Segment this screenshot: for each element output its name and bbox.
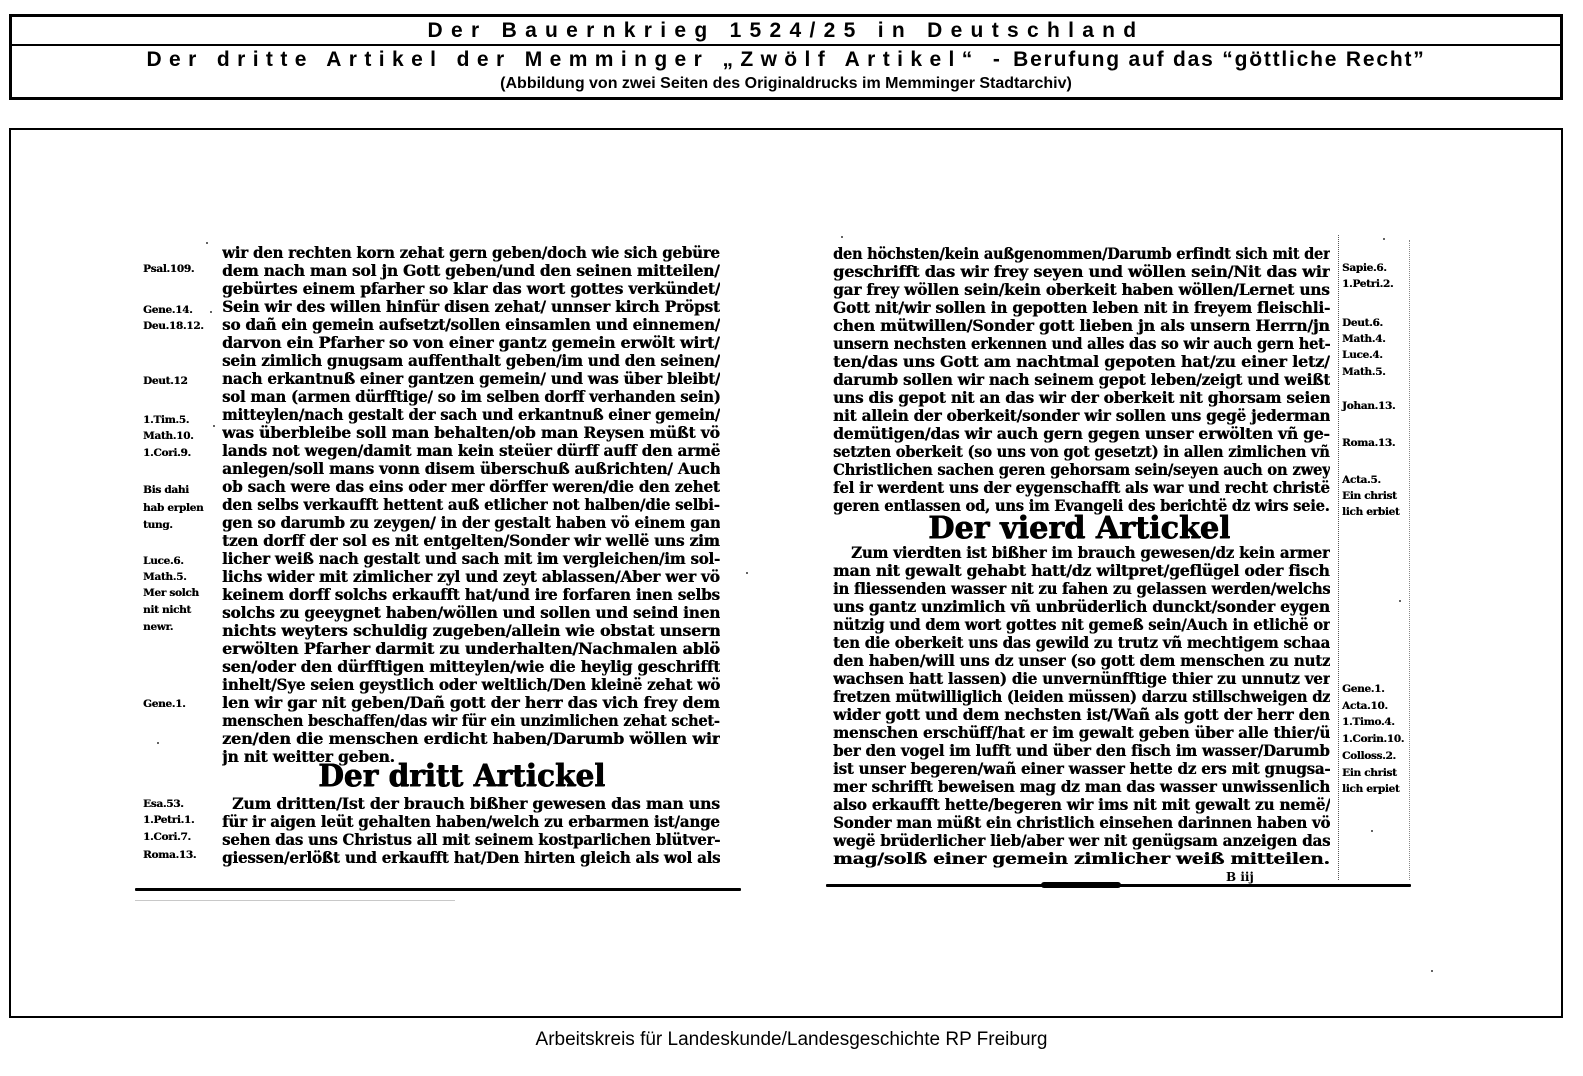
subtitle [12, 47, 1560, 73]
text-line-content: setzten oberkeit (so uns von got gesetzt) in allen zimlichen vñ [833, 443, 1330, 461]
text-line [833, 479, 1330, 497]
margin-note: tung. [143, 519, 173, 531]
article-4-heading [928, 510, 1230, 546]
text-line-content: menschen erschüff/hat er im gewalt geben über alle thier/ü [833, 724, 1330, 742]
text-line-content: ob sach were das eins oder mer dörffer weren/die den zehet [222, 478, 720, 496]
text-line-content: uns dis gepot nit an das wir der oberkeit nit ghorsam seien [833, 389, 1330, 407]
subtitle-spaced: Der dritte Artikel der Memminger „Zwölf Artikel“ - [146, 48, 1008, 71]
text-line-content: erwölten Pfarher darmit zu underhalten/Nachmalen ablö [222, 640, 720, 658]
text-line-content: solchs zu geeygnet haben/wöllen und sollen und seind inen [222, 604, 720, 622]
text-line-content: inhelt/Sye seien geystlich oder weltlich/Den kleinë zehat wö [222, 676, 720, 694]
text-line-content: tzen dorff der sol es nit entgelten/Sonder wir wellë uns zim [222, 532, 720, 550]
right-page [11, 130, 1561, 1016]
margin-note: Psal.109. [143, 263, 195, 275]
article-4-text-block [833, 544, 1330, 868]
text-line [833, 407, 1330, 425]
page-signature: B iij [1226, 870, 1254, 884]
text-line-content: wider gott und dem nechsten ist/Wañ als gott der herr den [833, 706, 1330, 724]
margin-note: Bis dahi [143, 484, 189, 496]
margin-note: Deut.6. [1342, 317, 1383, 329]
text-line [833, 580, 1330, 598]
text-line-content: zen/den die menschen erdicht haben/Darumb wöllen wir [222, 730, 720, 748]
text-line-content: nit allein der oberkeit/sonder wir sollen uns gegë jederman [833, 407, 1330, 425]
text-line-content: ten/das uns Gott am nachtmal gepoten hat/zu einer letz/ [833, 353, 1330, 371]
scan-speck [1383, 238, 1385, 240]
text-line-content: dem nach man sol jn Gott geben/und den seinen mitteilen/ [222, 262, 720, 280]
text-line [833, 832, 1330, 850]
margin-note: Math.10. [143, 430, 194, 442]
margin-note: Johan.13. [1342, 400, 1396, 412]
text-line-content: lichs wider mit zimlicher zyl und zeyt ablassen/Aber wer vö [222, 568, 720, 586]
text-line-content: wir den rechten korn zehat gern geben/doch wie sich gebüre [222, 244, 720, 262]
text-line [833, 544, 1330, 562]
text-line [833, 652, 1330, 670]
margin-note: 1.Tim.5. [143, 414, 190, 426]
scan-speck [1431, 970, 1433, 972]
text-line [833, 850, 1330, 868]
text-line-content: Sein wir des willen hinfür disen zehat/ unnser kirch Pröpst [222, 298, 720, 316]
text-line [833, 461, 1330, 479]
margin-note: hab erplen [143, 502, 204, 514]
text-line-content: Christlichen sachen geren gehorsam sein/seyen auch on zwey [833, 461, 1330, 479]
margin-note: Deu.18.12. [143, 320, 204, 332]
text-line-content: licher weiß nach gestalt und sach mit im vergleichen/im sol- [222, 550, 720, 568]
text-line [833, 598, 1330, 616]
text-line [833, 724, 1330, 742]
subtitle-plain: Berufung auf das “göttliche Recht” [1013, 48, 1426, 71]
text-line-content: in fliessenden wasser nit zu fahen zu gelassen werden/welchs [833, 580, 1330, 598]
text-line [833, 742, 1330, 760]
text-line [833, 281, 1330, 299]
margin-note: Gene.1. [143, 698, 186, 710]
text-line-content: anlegen/soll mans vonn disem überschuß außrichten/ Auch [222, 460, 720, 478]
margin-note: Deut.12 [143, 375, 188, 387]
margin-note: Acta.5. [1342, 474, 1381, 486]
article-heading-text: Der dritt Artickel [318, 758, 605, 794]
text-line-content: nützig und dem wort gottes nit gemeß sein/Auch in etlichë or [833, 616, 1330, 634]
text-line-content: len wir gar nit geben/Dañ gott der herr das vich frey dem [222, 694, 720, 712]
text-line [833, 299, 1330, 317]
text-line-content: jn nit weitter geben. [222, 748, 395, 766]
text-line [833, 688, 1330, 706]
text-line [833, 760, 1330, 778]
text-line-content: Zum dritten/Ist der brauch bißher gewesen das man uns [232, 795, 720, 813]
text-line-content: nach erkantnuß einer gantzen gemein/ und was über bleibt/ [222, 370, 720, 388]
text-line-content: ten die oberkeit uns das gewild zu trutz vñ mechtigem schaa [833, 634, 1330, 652]
text-line-content: giessen/erlößt und erkaufft hat/Den hirten gleich als wol als [222, 849, 720, 867]
text-line-content: gar frey wöllen sein/kein oberkeit haben wöllen/Lernet uns [833, 281, 1330, 299]
article-heading-text: Der vierd Artickel [928, 510, 1230, 546]
text-line-content: uns gantz unzimlich vñ unbrüderlich dunckt/sonder eygen [833, 598, 1330, 616]
text-line-content: mag/solß einer gemein zimlicher weiß mitteilen. [833, 850, 1330, 868]
text-line-content: menschen beschaffen/das wir für ein unzimlichen zehat schet- [222, 712, 720, 730]
text-line-content: was überbleibe soll man behalten/ob man Reysen müßt vö [222, 424, 720, 442]
margin-note: Gene.1. [1342, 683, 1385, 695]
text-line-content: wegë brüderlicher lieb/aber wer nit genügsam anzeigen das [833, 832, 1330, 850]
text-line-content: wachsen hatt lassen) die unvernünfftige thier zu unnutz ver [833, 670, 1330, 688]
text-line-content: für ir aigen leüt gehalten haben/welch zu erbarmen ist/ange [222, 813, 720, 831]
text-line-content: also erkaufft hette/begeren wir ims nit mit gewalt zu nemë/ [833, 796, 1330, 814]
text-line-content: den haben/will uns dz unser (so gott dem menschen zu nutz [833, 652, 1330, 670]
margin-note: Gene.14. [143, 304, 193, 316]
text-line-content: darvon ein Pfarher so von einer gantz gemein erwölt wirt/ [222, 334, 720, 352]
text-line-content: den selbs verkaufft hettent auß etlicher not halben/die selbi- [222, 496, 720, 514]
margin-note: lich erpiet [1342, 783, 1400, 795]
margin-note: 1.Cori.9. [143, 447, 191, 459]
text-line-content: geschrifft das wir frey seyen und wöllen sein/Nit das wir [833, 263, 1330, 281]
article-3-continued-text-block [833, 245, 1330, 515]
margin-note: Acta.10. [1342, 700, 1388, 712]
margin-note: Luce.4. [1342, 349, 1383, 361]
text-line-content: sen/oder den dürfftigen mitteylen/wie die heylig geschrifft [222, 658, 720, 676]
text-line [833, 706, 1330, 724]
margin-note: Ein christ [1342, 490, 1397, 502]
document-scan [9, 128, 1563, 1018]
text-line [833, 443, 1330, 461]
text-line-content: demütigen/das wir auch gern gegen unser erwölten vñ ge- [833, 425, 1330, 443]
margin-note: Sapie.6. [1342, 262, 1387, 274]
margin-note: 1.Timo.4. [1342, 716, 1395, 728]
text-line-content: keinem dorff solchs erkaufft hat/und ire forfaren inen selbs [222, 586, 720, 604]
margin-note: Math.5. [143, 571, 187, 583]
text-line-content: Zum vierdten ist bißher im brauch gewesen/dz kein armer [851, 544, 1330, 562]
text-line-content: geren entlassen od, uns im Evangeli des berichtë dz wirs seie. [833, 497, 1330, 515]
text-line-content: unsern nechsten erkennen und alles das so wir auch gern het- [833, 335, 1330, 353]
text-line-content: darumb sollen wir nach seinem gepot leben/zeigt und weißt [833, 371, 1330, 389]
margin-note: Roma.13. [143, 849, 197, 861]
text-line [833, 353, 1330, 371]
text-line-content: ber den vogel im lufft und über den fisch im wasser/Darumb [833, 742, 1330, 760]
text-line-content: lands not wegen/damit man kein steüer dürff auff den armë [222, 442, 720, 460]
text-line [833, 425, 1330, 443]
margin-note: 1.Corin.10. [1342, 733, 1405, 745]
scan-speck [1371, 830, 1373, 832]
text-line [833, 634, 1330, 652]
text-line [833, 814, 1330, 832]
margin-note: Roma.13. [1342, 437, 1396, 449]
margin-note: newr. [143, 621, 174, 633]
text-line-content: Sonder man müßt ein christlich einsehen darinnen haben vö [833, 814, 1330, 832]
text-line-content: man nit gewalt gehabt hatt/dz wiltpret/geflügel oder fisch [833, 562, 1330, 580]
margin-note: Math.4. [1342, 333, 1386, 345]
margin-note: Mer solch [143, 587, 199, 599]
text-line [833, 371, 1330, 389]
text-line [833, 778, 1330, 796]
text-line-content: gebürtes einem pfarher so klar das wort gottes verkündet/ [222, 280, 720, 298]
text-line-content: mitteylen/nach gestalt der sach und erkantnuß einer gemein/ [222, 406, 720, 424]
scan-speck [841, 236, 843, 238]
text-line-content: sol man (armen dürfftige/ so im selben dorff verhanden sein) [222, 388, 720, 406]
text-line [833, 562, 1330, 580]
text-line [833, 389, 1330, 407]
text-line-content: chen mütwillen/Sonder gott lieben jn als unsern Herrn/jn [833, 317, 1330, 335]
text-line-content: sehen das uns Christus all mit seinem kostparlichen blütver- [222, 831, 720, 849]
text-line-content: sein zimlich gnugsam auffenthalt geben/im und den seinen/ [222, 352, 720, 370]
text-line [833, 317, 1330, 335]
text-line-content: Gott nit/wir sollen in gepotten leben nit in freyem fleischli- [833, 299, 1330, 317]
margin-note: Esa.53. [143, 798, 184, 810]
main-title: Der Bauernkrieg 1524/25 in Deutschland [12, 17, 1560, 46]
text-line-content: den höchsten/kein außgenommen/Darumb erfindt sich mit der [833, 245, 1330, 263]
text-line [833, 796, 1330, 814]
text-line [833, 335, 1330, 353]
margin-note: Luce.6. [143, 555, 184, 567]
footer-credit: Arbeitskreis für Landeskunde/Landesgeschichte RP Freiburg [535, 1029, 1048, 1050]
text-line [833, 245, 1330, 263]
scan-speck [1399, 600, 1401, 602]
scan-noise-line [1338, 235, 1339, 880]
title-box [9, 14, 1563, 100]
margin-note: 1.Petri.1. [143, 814, 195, 826]
text-line-content: fel ir werdent uns der eygenschafft als war und recht christë [833, 479, 1330, 497]
text-line-content: mer schrifft beweisen mag dz man das wasser unwissenlich [833, 778, 1330, 796]
margin-note: Math.5. [1342, 366, 1386, 378]
margin-note: 1.Cori.7. [143, 831, 191, 843]
image-caption: (Abbildung von zwei Seiten des Originaldrucks im Memminger Stadtarchiv) [500, 75, 1072, 92]
margin-note: Ein christ [1342, 767, 1397, 779]
text-line-content: ist unser begeren/wañ einer wasser hette dz ers mit gnugsa- [833, 760, 1330, 778]
text-line [833, 263, 1330, 281]
margin-note: nit nicht [143, 604, 191, 616]
margin-note: lich erbiet [1342, 506, 1400, 518]
text-line-content: so dañ ein gemein aufsetzt/sollen einsamlen und einnemen/ [222, 316, 720, 334]
text-line [833, 616, 1330, 634]
scan-noise-line [1409, 240, 1410, 880]
margin-note: 1.Petri.2. [1342, 278, 1394, 290]
text-line [833, 670, 1330, 688]
text-line-content: nichts weyters schuldig zugeben/allein wie obstat unsern [222, 622, 720, 640]
text-line-content: gen so darumb zu zeygen/ in der gestalt haben vö einem gan [222, 514, 720, 532]
margin-note: Colloss.2. [1342, 750, 1396, 762]
text-line-content: fretzen mütwilliglich (leiden müssen) darzu stillschweigen dz [833, 688, 1330, 706]
scan-smudge [1041, 882, 1121, 888]
